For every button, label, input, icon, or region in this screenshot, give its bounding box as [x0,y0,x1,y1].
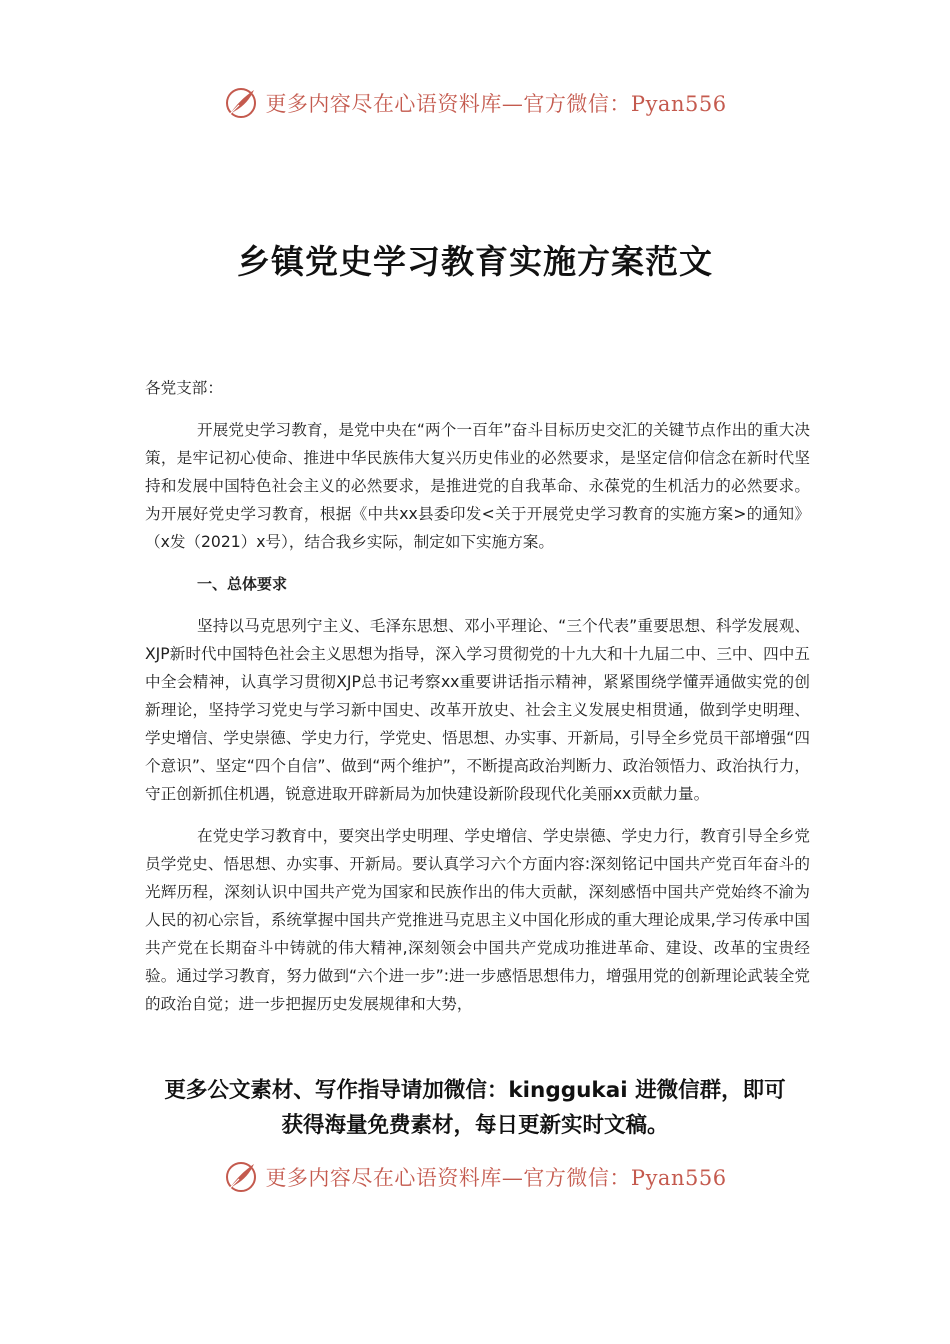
body-paragraph: 在党史学习教育中，要突出学史明理、学史增信、学史崇德、学史力行，教育引导全乡党员学党史、悟思想、办实事、开新局。要认真学习六个方面内容:深刻铭记中国共产党百年奋斗的光辉历程，深刻认识中国共产党为国家和民族作出的伟大贡献，深刻感悟中国共产党始终不渝为人民的初心宗旨，系统掌握中国共产党推进马克思主义中国化形成的重大理论成果,学习传承中国共产党在长期奋斗中铸就的伟大精神,深刻领会中国共产党成功推进革命、建设、改革的宝贵经验。通过学习教育，努力做到“六个进一步”:进一步感悟思想伟力，增强用党的创新理论武装全党的政治自觉；进一步把握历史发展规律和大势， [145,827,810,1013]
document-title: 乡镇党史学习教育实施方案范文 [237,242,713,281]
body-paragraph: 坚持以马克思列宁主义、毛泽东思想、邓小平理论、“三个代表”重要思想、科学发展观、XJP新时代中国特色社会主义思想为指导，深入学习贯彻党的十九大和十九届二中、三中、四中五中全会精神，认真学习贯彻XJP总书记考察xx重要讲话指示精神，紧紧围绕学懂弄通做实党的创新理论，坚持学习党史与学习新中国史、改革开放史、社会主义发展史相贯通，做到学史明理、学史增信、学史崇德、学史力行，学党史、悟思想、办实事、开新局，引导全乡党员干部增强“四个意识”、坚定“四个自信”、做到“两个维护”，不断提高政治判断力、政治领悟力、政治执行力，守正创新抓住机遇，锐意进取开辟新局为加快建设新阶段现代化美丽xx贡献力量。 [145,617,810,803]
banner-text: 更多内容尽在心语资料库—官方微信：Pyan556 [265,1166,727,1190]
footer-banner [0,1155,950,1199]
promo-line: 获得海量免费素材，每日更新实时文稿。 [281,1113,669,1138]
promo-notice [0,1073,950,1143]
section-heading: 一、总体要求 [197,575,288,593]
quill-pen-icon [223,1159,259,1195]
promo-line: 更多公文素材、写作指导请加微信：kinggukai 进微信群，即可 [164,1078,786,1103]
banner-text: 更多内容尽在心语资料库—官方微信：Pyan556 [265,92,727,116]
salutation: 各党支部： [145,379,223,397]
quill-pen-icon [223,85,259,121]
header-banner [0,81,950,125]
document-body [145,374,810,1032]
intro-paragraph: 开展党史学习教育，是党中央在“两个一百年”奋斗目标历史交汇的关键节点作出的重大决策，是牢记初心使命、推进中华民族伟大复兴历史伟业的必然要求，是坚定信仰信念在新时代坚持和发展中国特色社会主义的必然要求，是推进党的自我革命、永葆党的生机活力的必然要求。为开展好党史学习教育，根据《中共xx县委印发<关于开展党史学习教育的实施方案>的通知》（x发（2021）x号），结合我乡实际，制定如下实施方案。 [145,421,810,551]
